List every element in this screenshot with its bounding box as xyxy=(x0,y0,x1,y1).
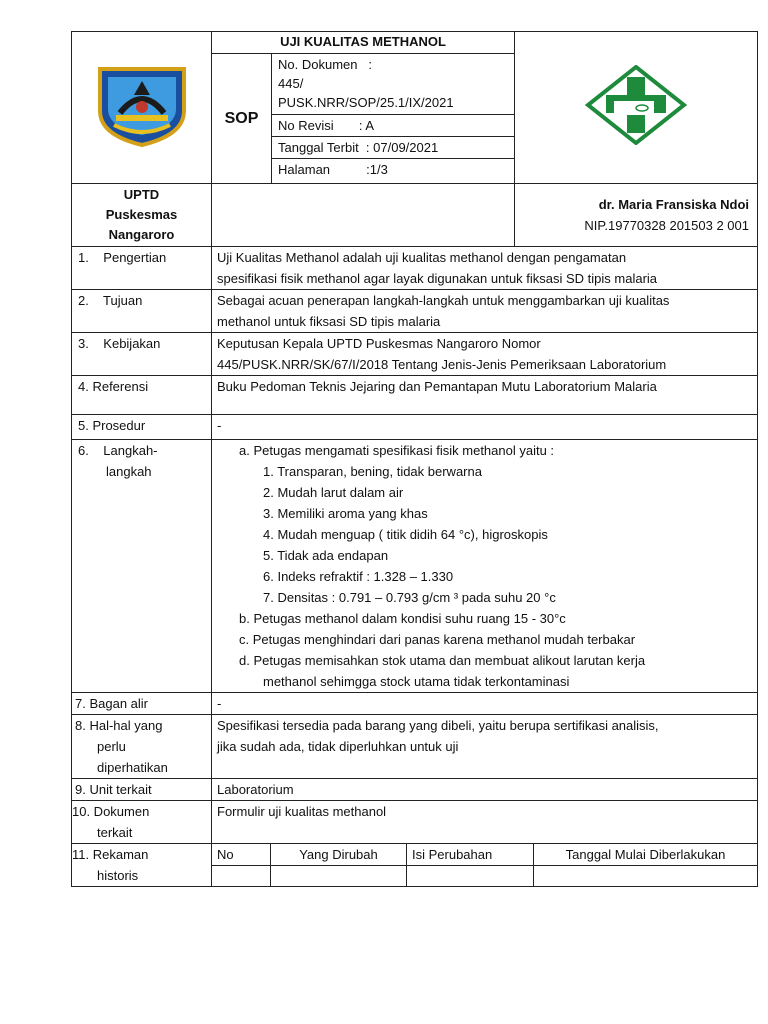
spec-item: 1. Transparan, bening, tidak berwarna xyxy=(263,464,482,479)
label-dokumen xyxy=(72,801,212,844)
label-bagan: 7. Bagan alir xyxy=(72,693,212,715)
content-dokumen: Formulir uji kualitas methanol xyxy=(212,801,758,844)
label-prosedur: 5. Prosedur xyxy=(72,415,212,440)
content-tujuan xyxy=(212,290,758,333)
kebijakan-line-2: 445/PUSK.NRR/SK/67/I/2018 Tentang Jenis-Jenis Pemeriksaan Laboratorium xyxy=(217,357,667,372)
halhal-line-1: Spesifikasi tersedia pada barang yang dibeli, yaitu berupa sertifikasi analisis, xyxy=(217,718,659,733)
puskesmas-logo-icon xyxy=(584,65,688,145)
district-logo-cell xyxy=(72,32,212,184)
step-d-continued: methanol sehimgga stock utama tidak terkontaminasi xyxy=(263,674,570,689)
document-title: UJI KUALITAS METHANOL xyxy=(212,32,515,54)
label-kebijakan: 3. Kebijakan xyxy=(72,333,212,376)
label-langkah xyxy=(72,440,212,693)
content-pengertian xyxy=(212,247,758,290)
content-bagan: - xyxy=(212,693,758,715)
pengertian-line-2: spesifikasi fisik methanol agar layak digunakan untuk fiksasi SD tipis malaria xyxy=(217,271,658,286)
spec-item: 5. Tidak ada endapan xyxy=(263,548,389,563)
spec-item: 3. Memiliki aroma yang khas xyxy=(263,506,428,521)
label-referensi: 4. Referensi xyxy=(72,376,212,415)
dokumen-label-2: terkait xyxy=(97,825,133,840)
history-cell xyxy=(212,866,271,887)
halhal-label-1: 8. Hal-hal yang xyxy=(75,718,163,733)
history-col-no: No xyxy=(212,844,271,866)
kebijakan-line-1: Keputusan Kepala UPTD Puskesmas Nangaroro Nomor xyxy=(217,336,541,351)
spec-item: 2. Mudah larut dalam air xyxy=(263,485,404,500)
halhal-line-2: jika sudah ada, tidak diperluhkan untuk uji xyxy=(217,739,459,754)
halhal-label-3: diperhatikan xyxy=(97,760,168,775)
org-line-3: Nangaroro xyxy=(108,227,175,242)
history-col-dirubah: Yang Dirubah xyxy=(271,844,407,866)
history-cell xyxy=(407,866,534,887)
tujuan-line-2: methanol untuk fiksasi SD tipis malaria xyxy=(217,314,441,329)
tujuan-line-1: Sebagai acuan penerapan langkah-langkah untuk menggambarkan uji kualitas xyxy=(217,293,670,308)
content-kebijakan xyxy=(212,333,758,376)
history-cell xyxy=(534,866,758,887)
spec-item: 4. Mudah menguap ( titik didih 64 °c), higroskopis xyxy=(263,527,548,542)
step-a: a. Petugas mengamati spesifikasi fisik methanol yaitu : xyxy=(239,443,555,458)
spec-item: 6. Indeks refraktif : 1.328 – 1.330 xyxy=(263,569,454,584)
doc-number-label: No. Dokumen : xyxy=(278,57,372,72)
content-prosedur: - xyxy=(212,415,758,440)
step-c: c. Petugas menghindari dari panas karena methanol mudah terbakar xyxy=(239,632,636,647)
rekaman-label-2: historis xyxy=(97,868,139,883)
revision-history xyxy=(212,844,758,887)
document-meta xyxy=(272,54,515,184)
sop-label: SOP xyxy=(212,54,272,184)
revision-number: No Revisi : A xyxy=(272,115,514,137)
label-unit: 9. Unit terkait xyxy=(72,779,212,801)
content-halhal xyxy=(212,715,758,779)
dokumen-label-1: 10. Dokumen xyxy=(72,804,150,819)
content-langkah xyxy=(212,440,758,693)
puskesmas-logo-cell xyxy=(515,32,758,184)
halhal-label-2: perlu xyxy=(97,739,126,754)
sop-document xyxy=(71,31,757,887)
doc-number-value-1: 445/ xyxy=(278,76,304,91)
signer-nip: NIP.19770328 201503 2 001 xyxy=(584,218,749,233)
step-b: b. Petugas methanol dalam kondisi suhu ruang 15 - 30°c xyxy=(239,611,566,626)
label-halhal xyxy=(72,715,212,779)
langkah-label-1: 6. Langkah- xyxy=(78,443,158,458)
spec-item: 7. Densitas : 0.791 – 0.793 g/cm ³ pada suhu 20 °c xyxy=(263,590,556,605)
history-col-tanggal: Tanggal Mulai Diberlakukan xyxy=(534,844,758,866)
rekaman-label-1: 11. Rekaman xyxy=(72,847,149,862)
page-count: Halaman :1/3 xyxy=(278,162,388,177)
district-emblem-icon xyxy=(94,63,190,147)
content-referensi: Buku Pedoman Teknis Jejaring dan Pemantapan Mutu Laboratorium Malaria xyxy=(212,376,758,415)
signer-block xyxy=(515,184,758,247)
org-line-1: UPTD xyxy=(123,187,160,202)
sop-table xyxy=(71,31,758,887)
content-unit: Laboratorium xyxy=(212,779,758,801)
signer-name: dr. Maria Fransiska Ndoi xyxy=(598,197,749,212)
revision-history-table xyxy=(211,843,758,887)
step-d: d. Petugas memisahkan stok utama dan membuat alikout larutan kerja xyxy=(239,653,646,668)
blank-signature-area xyxy=(212,184,515,247)
label-tujuan: 2. Tujuan xyxy=(72,290,212,333)
langkah-label-2: langkah xyxy=(106,464,152,479)
pengertian-line-1: Uji Kualitas Methanol adalah uji kualitas methanol dengan pengamatan xyxy=(217,250,627,265)
label-rekaman xyxy=(72,844,212,887)
history-cell xyxy=(271,866,407,887)
organization-name xyxy=(72,184,212,247)
label-pengertian: 1. Pengertian xyxy=(72,247,212,290)
org-line-2: Puskesmas xyxy=(105,207,178,222)
doc-number-value-2: PUSK.NRR/SOP/25.1/IX/2021 xyxy=(278,95,454,110)
history-col-isi: Isi Perubahan xyxy=(407,844,534,866)
issue-date: Tanggal Terbit : 07/09/2021 xyxy=(272,137,514,159)
